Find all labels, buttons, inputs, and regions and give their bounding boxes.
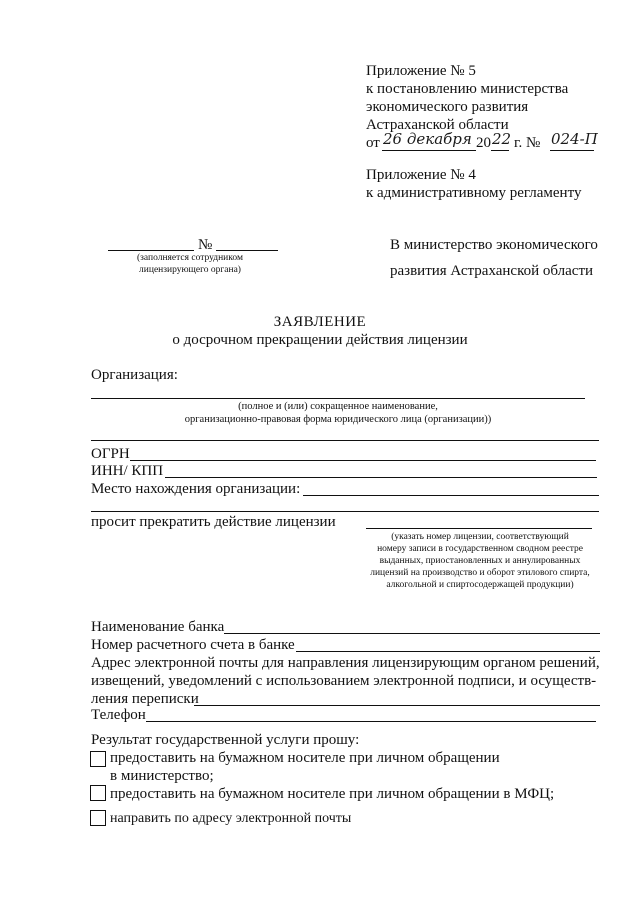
inn-kpp-label: ИНН/ КПП — [91, 463, 164, 479]
organization-hint: организационно-правовая форма юридического лица (организации)) — [184, 414, 492, 425]
account-field[interactable] — [296, 651, 600, 652]
option-checkbox-email[interactable] — [90, 810, 106, 826]
license-hint: алкогольной и спиртосодержащей продукции) — [386, 580, 574, 590]
appendix-title: Приложение № 4 — [366, 167, 476, 183]
account-label: Номер расчетного счета в банке — [91, 637, 295, 653]
appendix-title: Приложение № 5 — [366, 63, 476, 79]
year-printed: 20 — [476, 135, 491, 151]
option-checkbox-ministry[interactable] — [90, 751, 106, 767]
registration-note: (заполняется сотрудником — [137, 253, 243, 263]
bank-name-field[interactable] — [224, 633, 600, 634]
license-hint: (указать номер лицензии, соответствующий — [391, 532, 569, 542]
number-sign: № — [198, 237, 213, 253]
email-label: ления переписки — [91, 691, 199, 707]
organization-label: Организация: — [91, 367, 178, 383]
handwritten-year: 22 — [492, 130, 512, 148]
appendix-line: Астраханской области — [366, 117, 509, 133]
license-request-label: просит прекратить действие лицензии — [91, 514, 336, 530]
appendix-line: экономического развития — [366, 99, 529, 115]
license-hint: лицензий на производство и оборот этилового спирта, — [370, 568, 590, 578]
option-label: направить по адресу электронной почты — [110, 811, 352, 826]
license-number-field[interactable] — [366, 528, 592, 529]
result-label: Результат государственной услуги прошу: — [91, 732, 360, 748]
email-label: извещений, уведомлений с использованием электронной подписи, и осуществ- — [91, 673, 597, 689]
ogrn-field[interactable] — [130, 460, 596, 461]
inn-kpp-field[interactable] — [165, 477, 597, 478]
addressee-line: В министерство экономического — [390, 237, 598, 253]
location-label: Место нахождения организации: — [91, 481, 301, 497]
option-label: в министерство; — [110, 768, 214, 784]
bank-name-label: Наименование банка — [91, 619, 225, 635]
registration-note: лицензирующего органа) — [139, 265, 241, 275]
license-hint: номеру записи в государственном сводном реестре — [377, 544, 583, 554]
page-subtitle: о досрочном прекращении действия лицензии — [172, 332, 468, 348]
location-field[interactable] — [303, 495, 599, 496]
organization-name-field[interactable] — [91, 398, 585, 399]
location-field-line2[interactable] — [91, 511, 599, 512]
option-label: предоставить на бумажном носителе при личном обращении в МФЦ; — [110, 786, 555, 802]
option-label: предоставить на бумажном носителе при личном обращении — [110, 750, 500, 766]
handwritten-date: 26 декабря — [383, 130, 472, 148]
handwritten-number: 024-П — [551, 130, 598, 148]
email-field[interactable] — [194, 705, 600, 706]
year-suffix: г. № — [514, 135, 541, 151]
appendix-line: к административному регламенту — [366, 185, 582, 201]
option-checkbox-mfc[interactable] — [90, 785, 106, 801]
appendix-line: к постановлению министерства — [366, 81, 569, 97]
ogrn-label: ОГРН — [91, 446, 130, 462]
phone-label: Телефон — [91, 707, 146, 723]
addressee-line: развития Астраханской области — [390, 263, 594, 279]
organization-extra-line[interactable] — [91, 440, 599, 441]
email-label: Адрес электронной почты для направления лицензирующим органом решений, — [91, 655, 600, 671]
organization-hint: (полное и (или) сокращенное наименование, — [238, 401, 438, 412]
phone-field[interactable] — [146, 721, 596, 722]
license-hint: выданных, приостановленных и аннулированных — [379, 556, 581, 566]
date-prefix: от — [366, 135, 380, 151]
page-title: ЗАЯВЛЕНИЕ — [273, 314, 367, 330]
